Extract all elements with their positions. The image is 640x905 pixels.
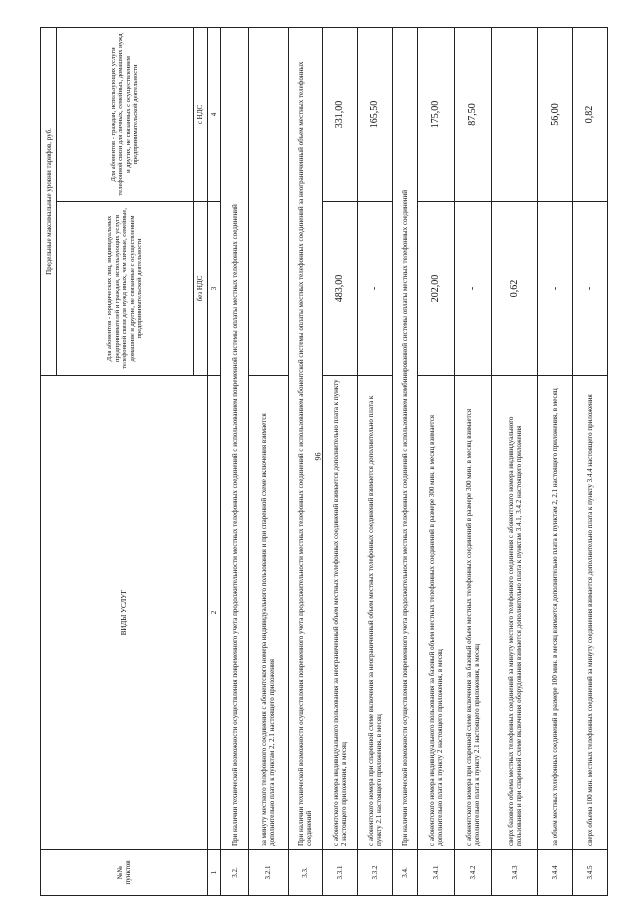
header-with-vat: с НДС [193,27,207,201]
header-legal: Для абонентов - юридических лиц, индивидуальных предпринимателей и граждан, использующих услуги телефонной связи для нужд иных, чем личные, семейные, домашние и другие, не связанные с осуществлением предпринимательской деятельности [57,202,194,376]
row-value-no-vat: - [357,202,392,376]
header-citizens: Для абонентов - граждан, использующих услуги телефонной связи для личных, семейных, домашних нужд и других, не связанных с осуществлением предпринимательской деятельности [57,27,194,201]
rotated-page [40,28,608,896]
row-description: с абонентского номера индивидуального пользования за неограниченный объем местных телефонных соединений взимается дополнительно плата к пункту 2 настоящего приложения, в месяц [323,376,358,850]
header-services: ВИДЫ УСЛУГ [41,376,208,850]
row-description: с абонентского номера при спаренной схеме включения за базовый объем местных телефонных соединений в размере 300 мин. в месяц взимается дополнительно плата к пункту 2.1 настоящего приложения, в месяц [455,376,492,850]
row-value-no-vat: - [573,202,608,376]
row-value-with-vat: 175,00 [418,27,455,201]
document-table-area [40,28,608,896]
row-value-no-vat: 0,62 [492,202,538,376]
row-value-with-vat: 165,50 [357,27,392,201]
row-num: 3.4.1 [418,850,455,896]
row-num: 3.4. [392,850,417,896]
tariff-table [40,27,608,896]
row-value-merged [249,27,288,375]
row-num: 3.4.3 [492,850,538,896]
header-num: №№ пунктов [41,850,208,896]
row-num: 3.4.2 [455,850,492,896]
row-value-with-vat [492,27,538,201]
row-value-no-vat: - [455,202,492,376]
row-value-no-vat: 202,00 [418,202,455,376]
header-no-vat: без НДС [193,202,207,376]
row-num: 3.4.5 [573,850,608,896]
row-num: 3.3.2 [357,850,392,896]
row-value-with-vat: 331,00 [323,27,358,201]
header-tariff-group: Предельные максимальные уровни тарифов, руб. [41,27,57,375]
section-heading: При наличии технической возможности осуществления повременного учета продолжительности местных телефонных соединений с использованием комбинированной системы оплаты местных телефонных соединений [392,27,417,849]
row-description: с абонентского номера при спаренной схеме включения за неограниченный объем местных телефонных соединений взимается дополнительно плата к пункту 2.1 настоящего приложения, в месяц [357,376,392,850]
index-1: 1 [207,850,221,896]
row-num: 3.3.1 [323,850,358,896]
row-num: 3.4.4 [538,850,573,896]
row-description: сверх базового объема местных телефонных соединений за минуту местного телефонного соединения с абонентского номера индивидуального пользования и при спаренной схеме включения оборудования взимается дополнительно плата к пунктам 3.4.1, 3.4.2 настоящего приложения [492,376,538,850]
row-description: сверх объема 100 мин. местных телефонных соединений за минуту соединения взимается дополнительно плата к пункту 3.4.4 настоящего приложения [573,376,608,850]
row-num: 3.2.1 [249,850,288,896]
row-description: за минуту местного телефонного соединения с абонентского номера индивидуального пользования и при спаренной схеме включения взимается дополнительно плата к пунктам 2, 2.1 настоящего приложения [249,376,288,850]
row-value-no-vat: 483,00 [323,202,358,376]
index-3: 3 [207,202,221,376]
index-4: 4 [207,27,221,201]
row-description: с абонентского номера индивидуального пользования за базовый объем местных телефонных соединений в размере 300 мин. в месяц взимается дополнительно плата к пункту 2 настоящего приложения, в месяц [418,376,455,850]
row-value-with-vat: 0,82 [573,27,608,201]
row-value-with-vat: 87,50 [455,27,492,201]
section-heading: При наличии технической возможности осуществления повременного учета продолжительности местных телефонных соединений с использованием повременной системы оплаты местных телефонных соединений [221,27,249,849]
row-value-no-vat: - [538,202,573,376]
section-heading: При наличии технической возможности осуществления повременного учета продолжительности местных телефонных соединений с использованием абонентской системы оплаты местных телефонных соединений за неограниченный объем местных телефонных соединений [288,27,323,849]
index-2: 2 [207,376,221,850]
row-description: за объем местных телефонных соединений в размере 100 мин. в месяц взимается дополнительно плата к пунктам 2, 2.1 настоящего приложения, в месяц [538,376,573,850]
page-number: 96 [313,452,323,461]
row-num: 3.2. [221,850,249,896]
row-value-with-vat: 56,00 [538,27,573,201]
row-num: 3.3. [288,850,323,896]
